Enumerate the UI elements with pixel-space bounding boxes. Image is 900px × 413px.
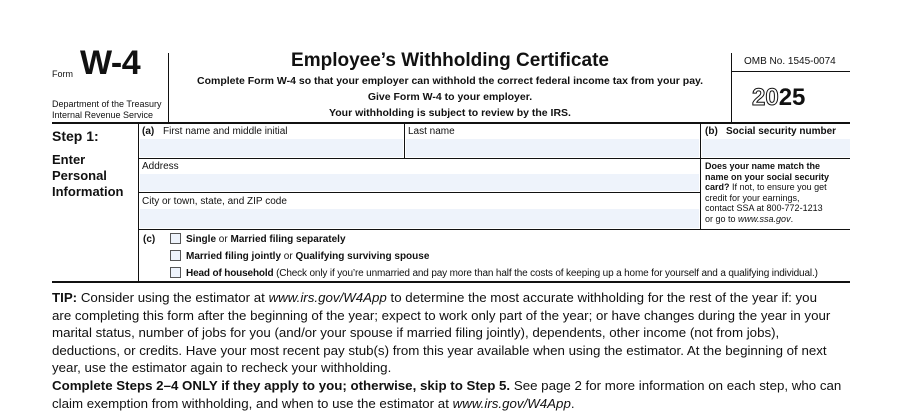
tip-paragraph — [52, 289, 852, 377]
ssa-text-end: . — [790, 213, 794, 224]
married-jointly-checkbox[interactable] — [170, 250, 181, 261]
married-jointly-option-label — [186, 251, 429, 262]
ssa-question-line3: card? — [705, 182, 730, 192]
steps-note-estimator-link[interactable]: www.irs.gov/W4App — [452, 395, 571, 411]
step1-desc-line3: Information — [52, 184, 124, 199]
ssa-text-line1: If not, to ensure you get — [732, 182, 827, 192]
steps-note-text-1: See page 2 for more information on each step, who can — [513, 378, 842, 393]
ssa-text-line3: contact SSA at 800-772-1213 — [705, 203, 823, 213]
single-checkbox[interactable] — [170, 233, 181, 244]
field-b-tag: (b) — [705, 126, 718, 137]
tip-line5: year, use the estimator again to recheck your withholding. — [52, 360, 392, 375]
header-instruction-2: Give Form W-4 to your employer. — [367, 91, 533, 103]
steps-note-bold: Complete Steps 2–4 ONLY if they apply to you; otherwise, skip to Step 5. — [52, 378, 511, 393]
head-of-household-label: Head of household — [186, 268, 274, 279]
header-instruction-1: Complete Form W-4 so that your employer can withhold the correct federal income tax from your pay. — [196, 75, 704, 87]
city-state-zip-label: City or town, state, and ZIP code — [142, 196, 287, 207]
steps-note-text-2: claim exemption from withholding, and when to use the estimator at — [52, 395, 449, 411]
head-of-household-note: (Check only if you’re unmarried and pay more than half the costs of keeping up a home for yourself and a qualifying individual.) — [276, 268, 818, 279]
ssa-text-line2: credit for your earnings, — [705, 192, 800, 203]
row1-bottom-rule — [138, 158, 850, 159]
ssa-name-match-note — [705, 161, 850, 224]
tip-text-2: to determine the most accurate withholding for the rest of the year if: you — [390, 290, 817, 305]
omb-number: OMB No. 1545-0074 — [744, 56, 836, 67]
tip-line4: deductions, or credits. Have your most recent pay stub(s) from this year available when using the estimator. At the beginning of next — [52, 342, 827, 358]
ssa-text-line4: or go to — [705, 213, 736, 224]
first-name-label: First name and middle initial — [163, 126, 288, 137]
tip-line3: marital status, number of jobs for you (and/or your spouse if married filing jointly), dependents, other income (not from jobs), — [52, 325, 780, 340]
ssa-website-link[interactable]: www.ssa.gov — [738, 213, 791, 224]
step1-desc-line1: Enter — [52, 152, 86, 167]
tax-year — [752, 84, 805, 112]
steps-note-end: . — [570, 395, 575, 411]
married-separately-label: Married filing separately — [230, 234, 346, 245]
address-input[interactable] — [140, 174, 699, 191]
ssn-input[interactable] — [702, 139, 850, 157]
omb-divider — [732, 71, 850, 72]
agency-name: Internal Revenue Service — [52, 110, 154, 120]
ssa-question-line2: name on your social security — [705, 171, 830, 182]
tip-line2: are completing this form after the beginning of the year; expect to work only part of the year; or have changes during the year in your — [52, 307, 831, 323]
city-state-zip-input[interactable] — [140, 209, 699, 228]
tip-text-1: Consider using the estimator at — [80, 290, 265, 305]
form-title: Employee’s Withholding Certificate — [291, 50, 609, 71]
head-of-household-checkbox[interactable] — [170, 267, 181, 278]
option2-or: or — [283, 251, 293, 262]
step1-top-rule — [52, 122, 850, 124]
field-a-tag: (a) — [142, 126, 155, 137]
ssn-label: Social security number — [726, 126, 837, 137]
name-divider — [404, 124, 405, 158]
step1-bottom-rule — [52, 281, 850, 283]
step1-left-rule — [138, 124, 139, 281]
header-divider-right — [731, 53, 732, 122]
tax-year-outline: 20 — [752, 84, 779, 111]
tip-label: TIP: — [52, 290, 78, 305]
single-label: Single — [186, 234, 217, 245]
form-prefix: Form — [52, 69, 73, 79]
option1-or: or — [218, 234, 228, 245]
head-of-household-option-label — [186, 268, 818, 279]
first-name-input[interactable] — [140, 139, 403, 157]
step1-desc-line2: Personal — [52, 168, 107, 183]
last-name-label: Last name — [408, 126, 455, 137]
last-name-input[interactable] — [406, 139, 699, 157]
department-name: Department of the Treasury — [52, 99, 162, 109]
steps-note-paragraph — [52, 377, 852, 412]
married-jointly-label: Married filing jointly — [186, 251, 282, 262]
header-instruction-3: Your withholding is subject to review by the IRS. — [329, 107, 571, 119]
header-divider-left — [168, 53, 169, 122]
ssa-question-line1: Does your name match the — [705, 161, 821, 171]
qualifying-spouse-label: Qualifying surviving spouse — [295, 251, 430, 262]
address-label: Address — [142, 161, 179, 172]
row2-bottom-rule — [138, 192, 700, 193]
step1-label: Step 1: — [52, 128, 99, 144]
tax-year-bold: 25 — [778, 84, 806, 111]
ssn-divider — [700, 124, 701, 229]
form-name: W-4 — [80, 44, 141, 82]
field-c-tag: (c) — [143, 234, 156, 245]
single-option-label — [186, 234, 346, 245]
row3-bottom-rule — [138, 229, 850, 230]
tip-estimator-link[interactable]: www.irs.gov/W4App — [268, 290, 387, 305]
